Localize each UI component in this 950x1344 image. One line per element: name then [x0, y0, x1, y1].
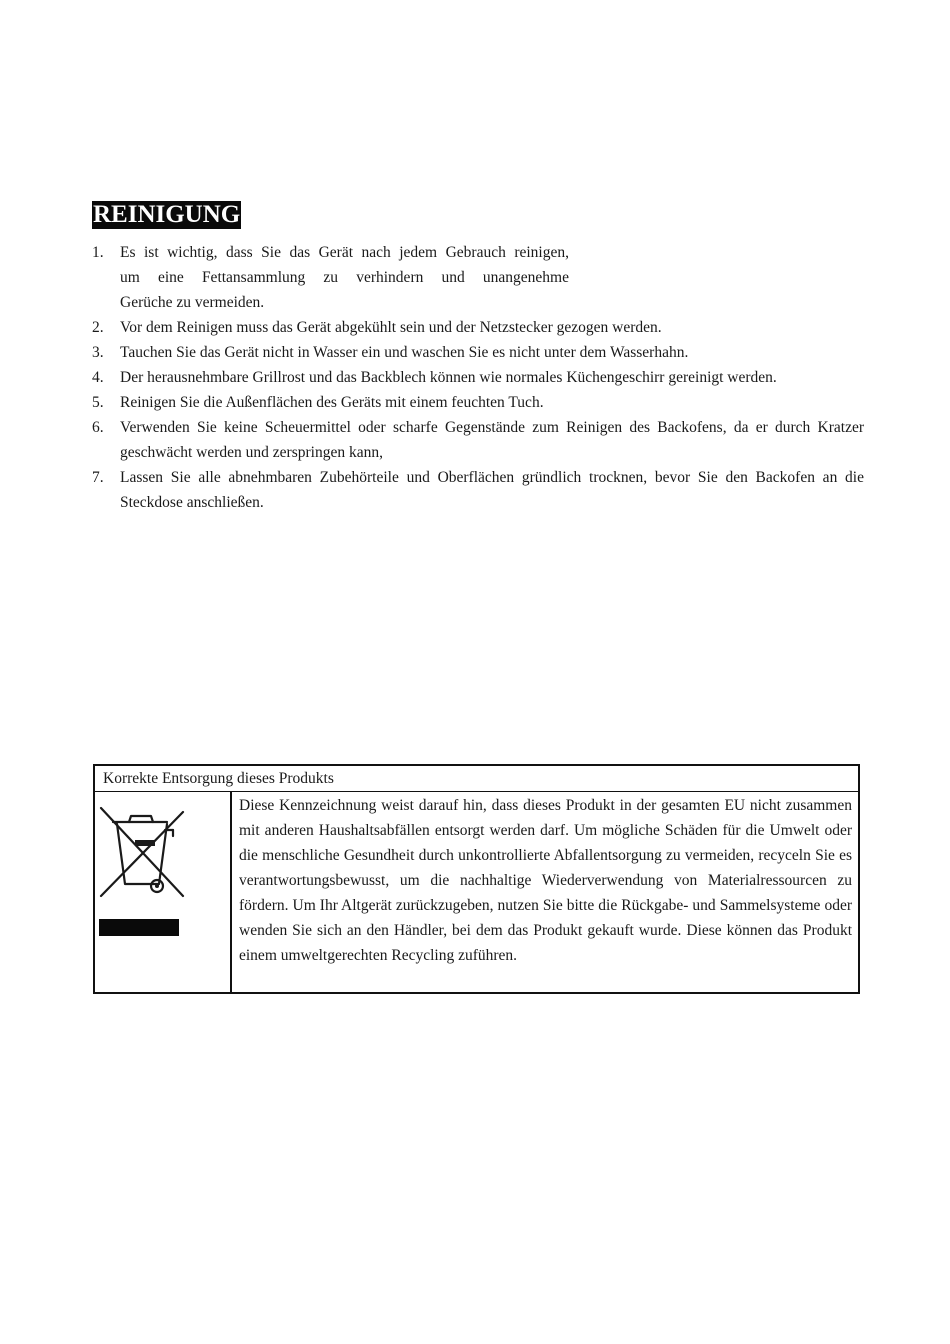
list-item — [92, 415, 864, 465]
list-item — [92, 240, 864, 315]
list-item — [92, 390, 864, 415]
list-item-text-line: um eine Fettansammlung zu verhindern und unangenehme — [120, 269, 569, 286]
list-item — [92, 315, 864, 340]
list-item-text: Lassen Sie alle abnehmbaren Zubehörteile und Oberflächen gründlich trocknen, bevor Sie den Backofen an die Steckdose anschließen. — [120, 469, 864, 511]
list-item-number: 7. — [92, 469, 104, 486]
section-heading: REINIGUNG — [93, 201, 241, 228]
list-item — [92, 340, 864, 365]
list-item — [92, 465, 864, 515]
list-item-text: Der herausnehmbare Grillrost und das Backblech können wie normales Küchengeschirr gereinigt werden. — [120, 369, 777, 386]
list-item-text: Reinigen Sie die Außenflächen des Geräts mit einem feuchten Tuch. — [120, 394, 544, 411]
list-item-text-line: Es ist wichtig, dass Sie das Gerät nach jedem Gebrauch reinigen, — [120, 244, 569, 261]
list-item-text-line: Gerüche zu vermeiden. — [120, 294, 265, 311]
disposal-notice-table — [93, 764, 860, 994]
crossed-out-wheelie-bin-icon — [99, 806, 187, 936]
list-item-text: Tauchen Sie das Gerät nicht in Wasser ein und waschen Sie es nicht unter dem Wasserhahn. — [120, 344, 689, 361]
list-item — [92, 365, 864, 390]
disposal-notice-body — [95, 792, 858, 992]
list-item-number: 1. — [92, 244, 104, 261]
disposal-icon-cell — [95, 792, 232, 992]
list-item-text: Verwenden Sie keine Scheuermittel oder scharfe Gegenstände zum Reinigen des Backofens, da er durch Kratzer geschwächt werden und zerspringen kann, — [120, 419, 864, 461]
list-item-number: 6. — [92, 419, 104, 436]
list-item-number: 2. — [92, 319, 104, 336]
list-item-number: 5. — [92, 394, 104, 411]
list-item-number: 3. — [92, 344, 104, 361]
list-item-text: Vor dem Reinigen muss das Gerät abgekühlt sein und der Netzstecker gezogen werden. — [120, 319, 662, 336]
disposal-notice-title: Korrekte Entsorgung dieses Produkts — [95, 766, 858, 792]
disposal-notice-text: Diese Kennzeichnung weist darauf hin, dass dieses Produkt in der gesamten EU nicht zusammen mit anderen Haushaltsabfällen entsorgt werden darf. Um mögliche Schäden für die Umwelt oder die menschliche Gesundheit durch unkontrollierte Abfallentsorgung zu vermeiden, recyceln Sie es verantwortungsbewusst, um die nachhaltige Wiederverwendung von Materialressourcen zu fördern. Um Ihr Altgerät zurückzugeben, nutzen Sie bitte die Rückgabe- und Sammelsysteme oder wenden Sie sich an den Händler, bei dem das Produkt gekauft wurde. Diese können das Produkt einem umweltgerechten Recycling zuführen. — [239, 797, 852, 964]
list-item-number: 4. — [92, 369, 104, 386]
cleaning-instructions-list — [92, 240, 864, 515]
